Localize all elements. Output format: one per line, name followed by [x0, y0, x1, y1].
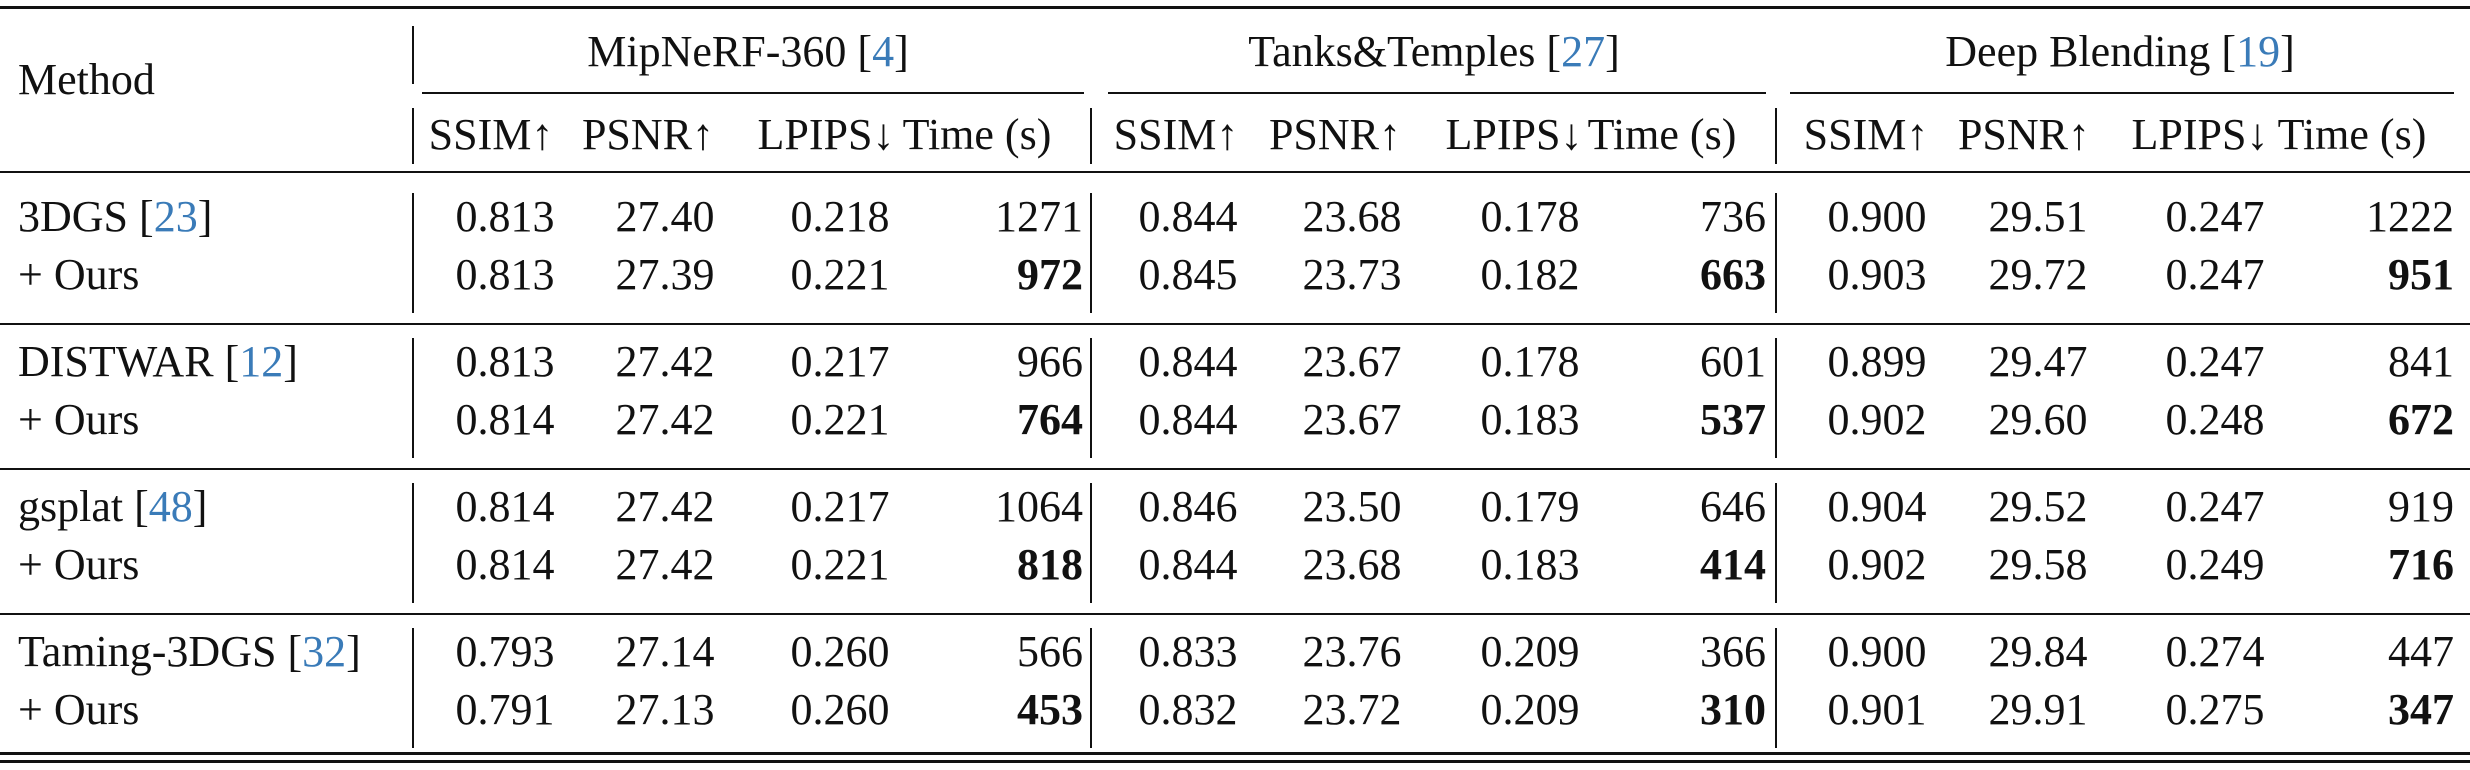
cell-2-base-1-2: 0.179: [1480, 482, 1580, 531]
cell-0-ours-2-time: 951: [2388, 250, 2454, 299]
cell-1-base-2-1: 29.47: [1988, 337, 2088, 386]
row-label-0-base-name: 3DGS: [18, 192, 140, 241]
row-label-0-ours: + Ours: [18, 250, 140, 299]
cell-1-ours-1-1: 23.67: [1302, 395, 1402, 444]
cell-0-base-1-time: 736: [1700, 192, 1766, 241]
row-label-1-base-name: DISTWAR: [18, 337, 225, 386]
cell-1-ours-0-1: 27.42: [615, 395, 715, 444]
group-header-2-name: Deep Blending: [1945, 27, 2222, 76]
cell-1-ours-1-time: 537: [1700, 395, 1766, 444]
metric-header-2-2: LPIPS↓: [2131, 110, 2269, 159]
row-label-0-base-citation-link[interactable]: 23: [153, 192, 198, 241]
cell-2-ours-1-0: 0.844: [1138, 540, 1238, 589]
cell-1-ours-0-time: 764: [1017, 395, 1083, 444]
cell-0-ours-0-time: 972: [1017, 250, 1083, 299]
cell-2-base-2-0: 0.904: [1827, 482, 1927, 531]
cell-0-base-0-0: 0.813: [455, 192, 555, 241]
section-1-vline-2: [1775, 338, 1777, 458]
cell-2-base-1-0: 0.846: [1138, 482, 1238, 531]
section-1-vline-0: [412, 338, 414, 458]
cell-0-base-2-time: 1222: [2366, 192, 2454, 241]
cell-1-base-2-time: 841: [2388, 337, 2454, 386]
metric-header-0-1: PSNR↑: [581, 110, 715, 159]
row-label-3-base-citation-link[interactable]: 32: [302, 627, 347, 676]
group-underline-0: [422, 92, 1084, 94]
cell-3-ours-1-1: 23.72: [1302, 685, 1402, 734]
cell-1-ours-0-2: 0.221: [790, 395, 890, 444]
row-label-2-base-citation-link[interactable]: 48: [148, 482, 193, 531]
row-label-2-base-name: gsplat: [18, 482, 135, 531]
cell-3-base-0-time: 566: [1017, 627, 1083, 676]
cell-0-ours-0-0: 0.813: [455, 250, 555, 299]
cell-2-ours-0-2: 0.221: [790, 540, 890, 589]
cell-3-ours-0-0: 0.791: [455, 685, 555, 734]
cell-1-ours-2-1: 29.60: [1988, 395, 2088, 444]
metric-header-1-3: Time (s): [1587, 110, 1737, 159]
cell-0-ours-1-time: 663: [1700, 250, 1766, 299]
row-label-3-base: Taming-3DGS [32]: [18, 627, 361, 676]
cell-2-base-0-2: 0.217: [790, 482, 890, 531]
cell-2-ours-0-0: 0.814: [455, 540, 555, 589]
cell-3-ours-0-2: 0.260: [790, 685, 890, 734]
cell-3-ours-0-time: 453: [1017, 685, 1083, 734]
metric-header-2-1: PSNR↑: [1957, 110, 2091, 159]
cell-0-ours-2-1: 29.72: [1988, 250, 2088, 299]
group-underline-1: [1108, 92, 1766, 94]
group-header-0-citation-link[interactable]: 4: [872, 27, 895, 76]
bottom-rule-1: [0, 752, 2470, 755]
cell-3-ours-2-2: 0.275: [2165, 685, 2265, 734]
row-label-1-base: DISTWAR [12]: [18, 337, 298, 386]
row-label-1-base-citation-link[interactable]: 12: [239, 337, 284, 386]
cell-3-ours-0-1: 27.13: [615, 685, 715, 734]
header-vline-1: [1090, 108, 1092, 164]
cell-0-base-0-1: 27.40: [615, 192, 715, 241]
section-0-vline-0: [412, 193, 414, 313]
group-underline-2: [1790, 92, 2454, 94]
section-3-vline-1: [1090, 628, 1092, 748]
cell-2-base-0-0: 0.814: [455, 482, 555, 531]
cell-1-base-2-2: 0.247: [2165, 337, 2265, 386]
group-header-2: Deep Blending [19]: [1945, 27, 2295, 76]
cell-0-base-2-0: 0.900: [1827, 192, 1927, 241]
cell-0-ours-2-2: 0.247: [2165, 250, 2265, 299]
cell-1-base-1-2: 0.178: [1480, 337, 1580, 386]
group-header-1-name: Tanks&Temples: [1248, 27, 1547, 76]
section-2-vline-2: [1775, 483, 1777, 603]
cell-1-base-0-time: 966: [1017, 337, 1083, 386]
cell-0-base-0-2: 0.218: [790, 192, 890, 241]
header-bottom-rule: [0, 171, 2470, 173]
cell-1-ours-1-0: 0.844: [1138, 395, 1238, 444]
section-3-vline-2: [1775, 628, 1777, 748]
section-divider-1: [0, 468, 2470, 470]
cell-1-base-1-time: 601: [1700, 337, 1766, 386]
cell-3-base-1-1: 23.76: [1302, 627, 1402, 676]
cell-2-base-1-time: 646: [1700, 482, 1766, 531]
section-2-vline-1: [1090, 483, 1092, 603]
cell-0-base-1-1: 23.68: [1302, 192, 1402, 241]
cell-1-base-2-0: 0.899: [1827, 337, 1927, 386]
cell-1-ours-2-0: 0.902: [1827, 395, 1927, 444]
metric-header-2-0: SSIM↑: [1803, 110, 1929, 159]
cell-1-ours-2-time: 672: [2388, 395, 2454, 444]
row-label-0-base: 3DGS [23]: [18, 192, 213, 241]
header-vline-2: [1775, 108, 1777, 164]
row-label-2-base: gsplat [48]: [18, 482, 208, 531]
cell-2-ours-0-time: 818: [1017, 540, 1083, 589]
metric-header-0-2: LPIPS↓: [757, 110, 895, 159]
cell-1-base-0-2: 0.217: [790, 337, 890, 386]
metric-header-1-1: PSNR↑: [1268, 110, 1402, 159]
metric-header-0-0: SSIM↑: [428, 110, 554, 159]
cell-2-ours-1-time: 414: [1700, 540, 1766, 589]
cell-1-base-0-1: 27.42: [615, 337, 715, 386]
cell-1-base-1-1: 23.67: [1302, 337, 1402, 386]
cell-1-ours-2-2: 0.248: [2165, 395, 2265, 444]
cell-2-ours-0-1: 27.42: [615, 540, 715, 589]
cell-2-base-2-2: 0.247: [2165, 482, 2265, 531]
cell-1-base-1-0: 0.844: [1138, 337, 1238, 386]
row-label-3-ours: + Ours: [18, 685, 140, 734]
cell-3-ours-2-time: 347: [2388, 685, 2454, 734]
cell-0-ours-0-2: 0.221: [790, 250, 890, 299]
cell-1-ours-0-0: 0.814: [455, 395, 555, 444]
cell-0-base-0-time: 1271: [995, 192, 1083, 241]
cell-1-base-0-0: 0.813: [455, 337, 555, 386]
cell-2-ours-1-1: 23.68: [1302, 540, 1402, 589]
section-0-vline-2: [1775, 193, 1777, 313]
cell-3-ours-1-0: 0.832: [1138, 685, 1238, 734]
cell-2-base-0-time: 1064: [995, 482, 1083, 531]
cell-2-ours-2-1: 29.58: [1988, 540, 2088, 589]
row-label-1-ours: + Ours: [18, 395, 140, 444]
cell-0-base-2-2: 0.247: [2165, 192, 2265, 241]
group-header-1-citation-link[interactable]: 27: [1561, 27, 1606, 76]
section-1-vline-1: [1090, 338, 1092, 458]
cell-3-ours-1-time: 310: [1700, 685, 1766, 734]
cell-0-ours-1-0: 0.845: [1138, 250, 1238, 299]
cell-0-ours-0-1: 27.39: [615, 250, 715, 299]
cell-2-base-0-1: 27.42: [615, 482, 715, 531]
row-label-2-ours: + Ours: [18, 540, 140, 589]
bottom-rule-2: [0, 760, 2470, 763]
cell-3-base-2-time: 447: [2388, 627, 2454, 676]
cell-0-base-1-2: 0.178: [1480, 192, 1580, 241]
cell-3-base-2-0: 0.900: [1827, 627, 1927, 676]
cell-1-ours-1-2: 0.183: [1480, 395, 1580, 444]
cell-3-base-1-0: 0.833: [1138, 627, 1238, 676]
cell-2-ours-2-0: 0.902: [1827, 540, 1927, 589]
cell-3-base-1-time: 366: [1700, 627, 1766, 676]
cell-3-base-0-1: 27.14: [615, 627, 715, 676]
metric-header-1-2: LPIPS↓: [1445, 110, 1583, 159]
cell-3-ours-1-2: 0.209: [1480, 685, 1580, 734]
section-3-vline-0: [412, 628, 414, 748]
cell-2-base-2-1: 29.52: [1988, 482, 2088, 531]
cell-2-ours-1-2: 0.183: [1480, 540, 1580, 589]
cell-3-ours-2-1: 29.91: [1988, 685, 2088, 734]
row-label-3-base-name: Taming-3DGS: [18, 627, 288, 676]
metric-header-0-3: Time (s): [902, 110, 1052, 159]
top-rule: [0, 6, 2470, 9]
group-header-0-name: MipNeRF-360: [587, 27, 858, 76]
metric-header-1-0: SSIM↑: [1113, 110, 1239, 159]
method-header: Method: [18, 55, 155, 104]
cell-3-base-1-2: 0.209: [1480, 627, 1580, 676]
cell-2-base-2-time: 919: [2388, 482, 2454, 531]
cell-0-ours-1-2: 0.182: [1480, 250, 1580, 299]
section-divider-0: [0, 323, 2470, 325]
cell-3-ours-2-0: 0.901: [1827, 685, 1927, 734]
cell-3-base-0-2: 0.260: [790, 627, 890, 676]
cell-3-base-2-2: 0.274: [2165, 627, 2265, 676]
cell-0-ours-2-0: 0.903: [1827, 250, 1927, 299]
metric-header-2-3: Time (s): [2277, 110, 2427, 159]
section-divider-2: [0, 613, 2470, 615]
cell-2-ours-2-2: 0.249: [2165, 540, 2265, 589]
cell-0-base-2-1: 29.51: [1988, 192, 2088, 241]
group-header-2-citation-link[interactable]: 19: [2236, 27, 2281, 76]
section-2-vline-0: [412, 483, 414, 603]
cell-3-base-2-1: 29.84: [1988, 627, 2088, 676]
group-header-0: MipNeRF-360 [4]: [587, 27, 909, 76]
cell-0-base-1-0: 0.844: [1138, 192, 1238, 241]
cell-2-ours-2-time: 716: [2388, 540, 2454, 589]
header-vline-top: [412, 26, 414, 84]
header-vline-0: [412, 108, 414, 164]
cell-2-base-1-1: 23.50: [1302, 482, 1402, 531]
group-header-1: Tanks&Temples [27]: [1248, 27, 1620, 76]
section-0-vline-1: [1090, 193, 1092, 313]
cell-3-base-0-0: 0.793: [455, 627, 555, 676]
cell-0-ours-1-1: 23.73: [1302, 250, 1402, 299]
